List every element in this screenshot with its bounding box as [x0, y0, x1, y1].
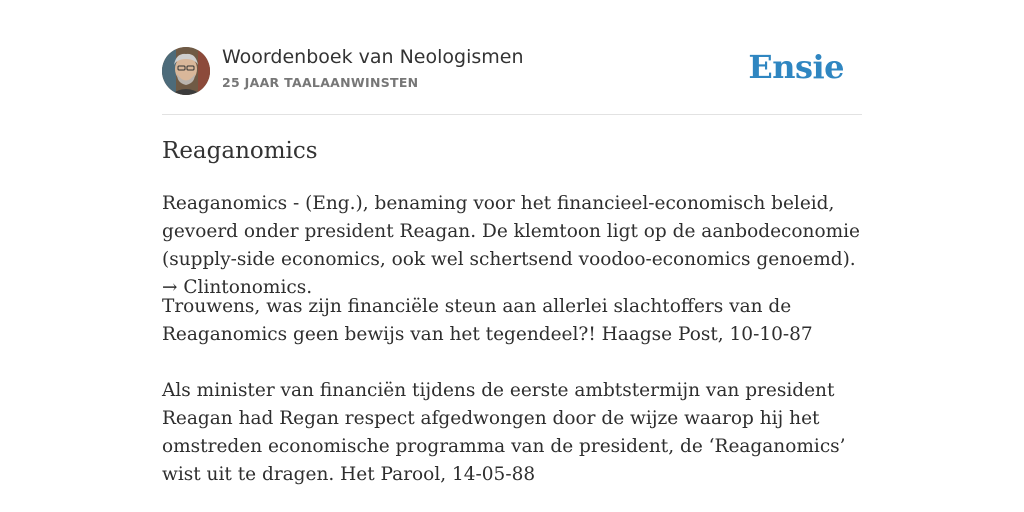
entry-card [162, 0, 862, 485]
author-portrait-icon [162, 47, 210, 95]
entry-quote-2: Als minister van financiën tijdens de eerste ambtstermijn van president Reagan had Regan respect afgedwongen door de wijze waarop hij het omstreden economische programma van de president, de ‘Reaganomics’ wist uit te dragen. Het Parool, 14-05-88 [162, 380, 846, 485]
brand-logo[interactable]: Ensie [748, 48, 844, 86]
source-subtitle: 25 JAAR TAALAANWINSTEN [222, 75, 419, 90]
source-name[interactable]: Woordenboek van Neologismen [222, 46, 524, 68]
entry-header [162, 0, 862, 115]
entry-title: Reaganomics [162, 138, 318, 164]
entry-definition: Reaganomics - (Eng.), benaming voor het financieel-economisch beleid, gevoerd onder president Reagan. De klemtoon ligt op de aanbodeconomie (supply-side economics, ook wel schertsend voodoo-economics genoemd). → Clintonomics. [162, 193, 860, 298]
entry-quote-1: Trouwens, was zijn financiële steun aan allerlei slachtoffers van de Reaganomics geen bewijs van het tegendeel?! Haagse Post, 10-10-87 [162, 296, 813, 345]
avatar[interactable] [162, 47, 210, 95]
